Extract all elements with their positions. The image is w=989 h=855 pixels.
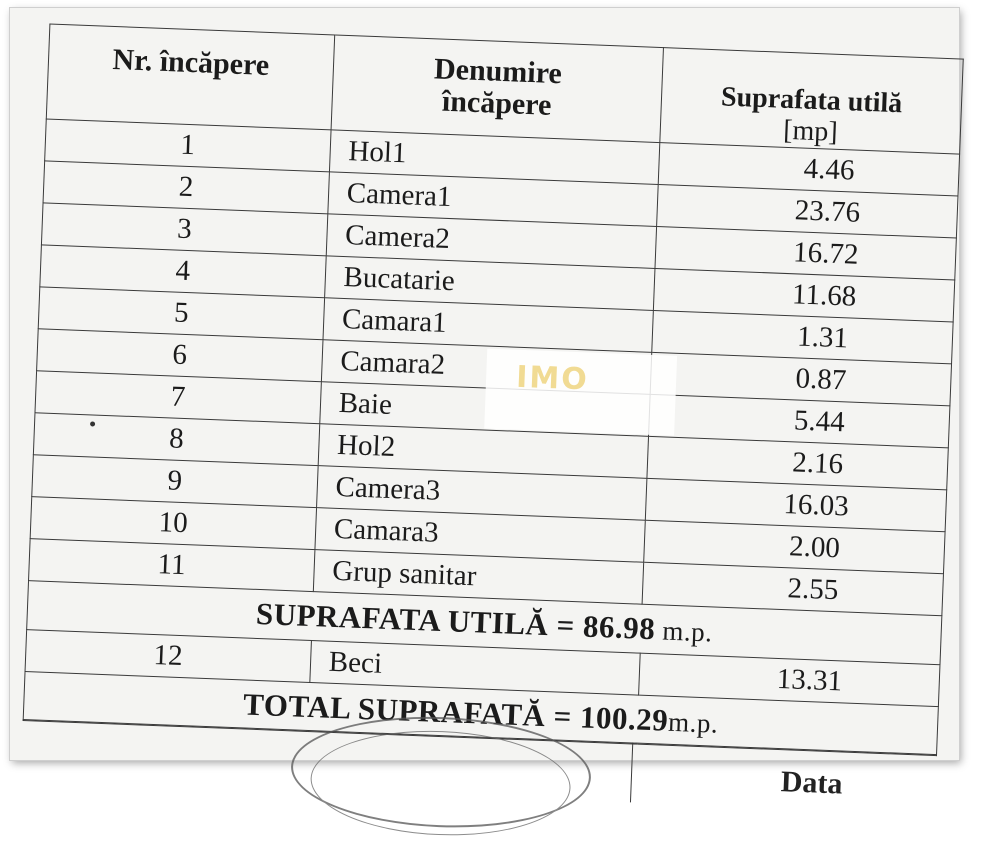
header-useful-area-line1: Suprafata utilă <box>720 81 903 120</box>
room-number: 10 <box>30 496 316 549</box>
room-area: 5.44 <box>649 394 950 447</box>
room-number: 12 <box>25 629 311 682</box>
room-number: 1 <box>45 119 331 172</box>
room-number: 6 <box>37 328 323 381</box>
room-area: 2.16 <box>647 436 948 489</box>
room-area: 2.00 <box>644 520 945 573</box>
room-name: Baie <box>320 381 651 436</box>
room-name: Camara1 <box>323 297 654 352</box>
room-name: Hol2 <box>318 423 649 478</box>
room-number: 11 <box>29 538 315 591</box>
header-room-name <box>331 35 664 142</box>
room-number: 8 <box>33 412 319 465</box>
room-name: Camera3 <box>316 465 647 520</box>
header-useful-area <box>660 48 963 154</box>
header-room-name-line2: încăpere <box>441 84 553 122</box>
room-number: 9 <box>32 454 318 507</box>
room-name: Bucatarie <box>324 255 655 310</box>
stamp-inner-ring <box>309 726 573 840</box>
useful-area-total-value: 86.98 <box>582 608 656 647</box>
room-name: Camera2 <box>326 213 657 268</box>
room-area: 4.46 <box>658 142 959 195</box>
grand-total-unit: m.p. <box>667 706 719 739</box>
room-name: Grup sanitar <box>313 549 644 604</box>
header-room-number: Nr. încăpere <box>46 24 334 129</box>
header-useful-area-unit: [mp] <box>782 114 839 148</box>
watermark-logo: IMO <box>515 359 590 398</box>
room-number: 5 <box>38 286 324 339</box>
room-name: Beci <box>310 640 641 695</box>
room-number: 3 <box>41 203 327 256</box>
room-number: 4 <box>40 244 326 297</box>
room-name: Hol1 <box>329 129 660 184</box>
room-name: Camara3 <box>315 507 646 562</box>
room-number: 7 <box>35 370 321 423</box>
room-area: 16.72 <box>655 226 956 279</box>
room-area: 13.31 <box>639 653 940 706</box>
footer-column-divider <box>630 742 633 802</box>
room-area: 2.55 <box>642 562 943 615</box>
room-number: 2 <box>43 161 329 214</box>
header-room-name-line1: Denumire <box>433 52 563 91</box>
room-name: Camera1 <box>328 171 659 226</box>
document-photo <box>10 8 959 801</box>
room-area: 16.03 <box>646 478 947 531</box>
room-area: 11.68 <box>654 268 955 321</box>
room-area: 1.31 <box>652 310 953 363</box>
date-label: Data <box>780 765 844 801</box>
room-area: 0.87 <box>650 352 951 405</box>
grand-total-value: 100.29 <box>579 699 669 738</box>
grand-total-label: TOTAL SUPRAFATĂ = <box>242 686 581 735</box>
useful-area-total-unit: m.p. <box>654 615 713 648</box>
room-name: Camara2 <box>321 339 652 394</box>
useful-area-total-label: SUPRAFATA UTILĂ = <box>255 595 584 644</box>
room-area: 23.76 <box>657 184 958 237</box>
